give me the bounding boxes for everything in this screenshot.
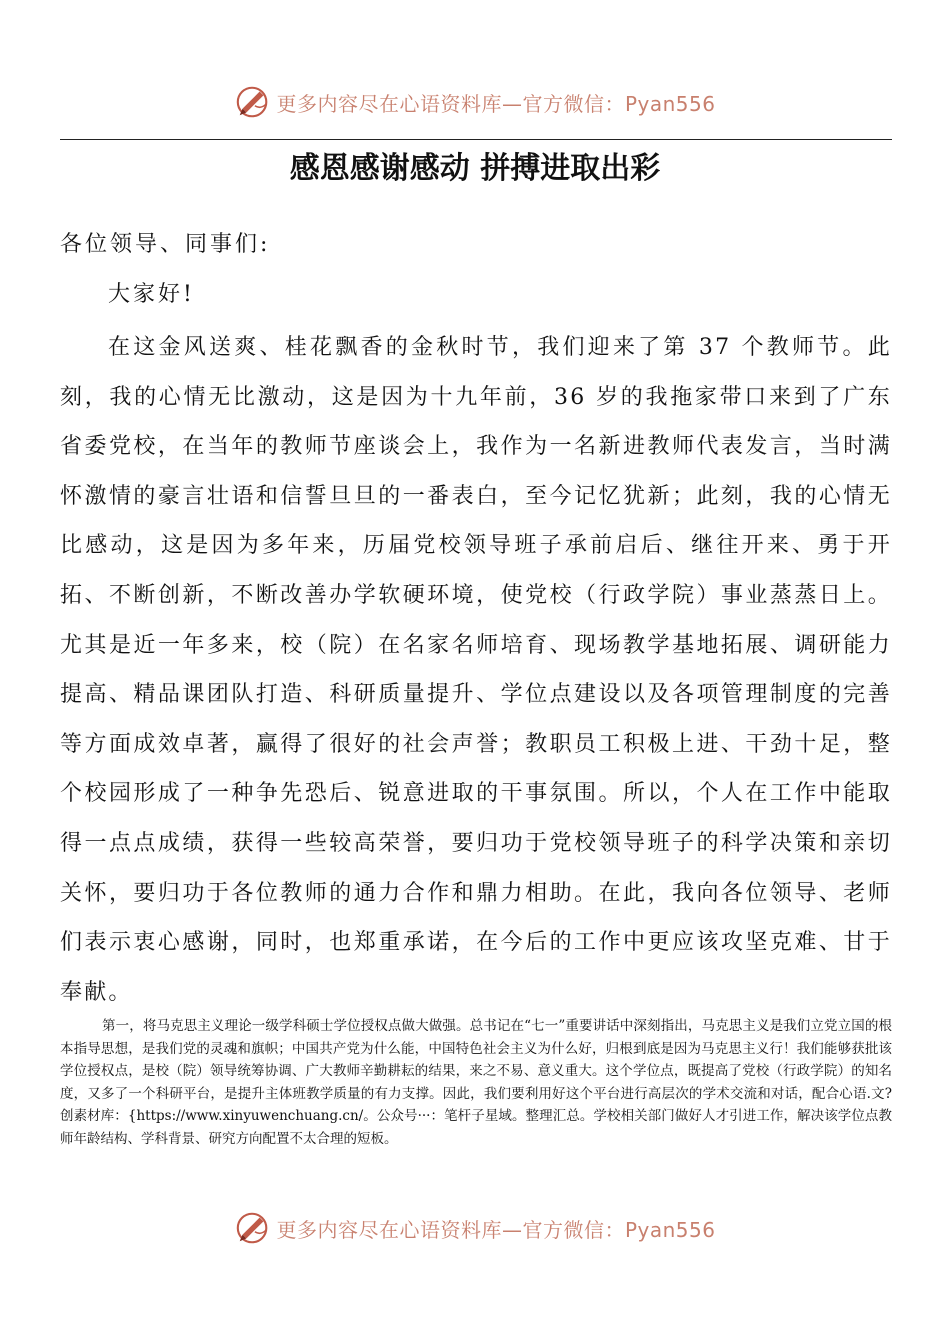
header-banner-text: 更多内容尽在心语资料库—官方微信：Pyan556	[276, 91, 716, 116]
small-paragraph: 第一，将马克思主义理论一级学科硕士学位授权点做大做强。总书记在“七一”重要讲话中深刻指出，马克思主义是我们立党立国的根本指导思想，是我们党的灵魂和旗帜；中国共产党为什么能，中国特色社会主义为什么好，归根到底是因为马克思主义行！我们能够获批该学位授权点，是校（院）领导统筹协调、广大教师辛勤耕耘的结果，来之不易、意义重大。这个学位点，既提高了党校（行政学院）的知名度，又多了一个科研平台，是提升主体班教学质量的有力支撑。因此，我们要利用好这个平台进行高层次的学术交流和对话，配合心语.文?创素材库：{https://www.xinyuwenchuang.cn/。公众号···：笔杆子星域。整理汇总。学校相关部门做好人才引进工作，解决该学位点教师年龄结构、学科背景、研究方向配置不太合理的短板。	[60, 1018, 892, 1147]
header-divider	[60, 139, 892, 140]
greeting: 大家好!	[108, 282, 195, 307]
pen-logo-icon	[234, 1209, 272, 1247]
body-paragraph: 在这金风送爽、桂花飘香的金秋时节，我们迎来了第 37 个教师节。此刻，我的心情无比激动，这是因为十九年前，36 岁的我拖家带口来到了广东省委党校，在当年的教师节座谈会上，我作为一名新进教师代表发言，当时满怀激情的豪言壮语和信誓旦旦的一番表白，至今记忆犹新；此刻，我的心情无比感动，这是因为多年来，历届党校领导班子承前启后、继往开来、勇于开拓、不断创新，不断改善办学软硬环境，使党校（行政学院）事业蒸蒸日上。尤其是近一年多来，校（院）在名家名师培育、现场教学基地拓展、调研能力提高、精品课团队打造、科研质量提升、学位点建设以及各项管理制度的完善等方面成效卓著，赢得了很好的社会声誉；教职员工积极上进、干劲十足，整个校园形成了一种争先恐后、锐意进取的干事氛围。所以，个人在工作中能取得一点点成绩，获得一些较高荣誉，要归功于党校领导班子的科学决策和亲切关怀，要归功于各位教师的通力合作和鼎力相助。在此，我向各位领导、老师们表示衷心感谢，同时，也郑重承诺，在今后的工作中更应该攻坚克难、甘于奉献。	[60, 335, 892, 1005]
footer-banner-text: 更多内容尽在心语资料库—官方微信：Pyan556	[276, 1217, 716, 1242]
footer-banner	[0, 1208, 950, 1248]
pen-logo-icon	[234, 83, 272, 121]
header-banner	[0, 82, 950, 122]
page-title: 感恩感谢感动 拼搏进取出彩	[289, 151, 661, 186]
salutation: 各位领导、同事们:	[60, 232, 271, 257]
